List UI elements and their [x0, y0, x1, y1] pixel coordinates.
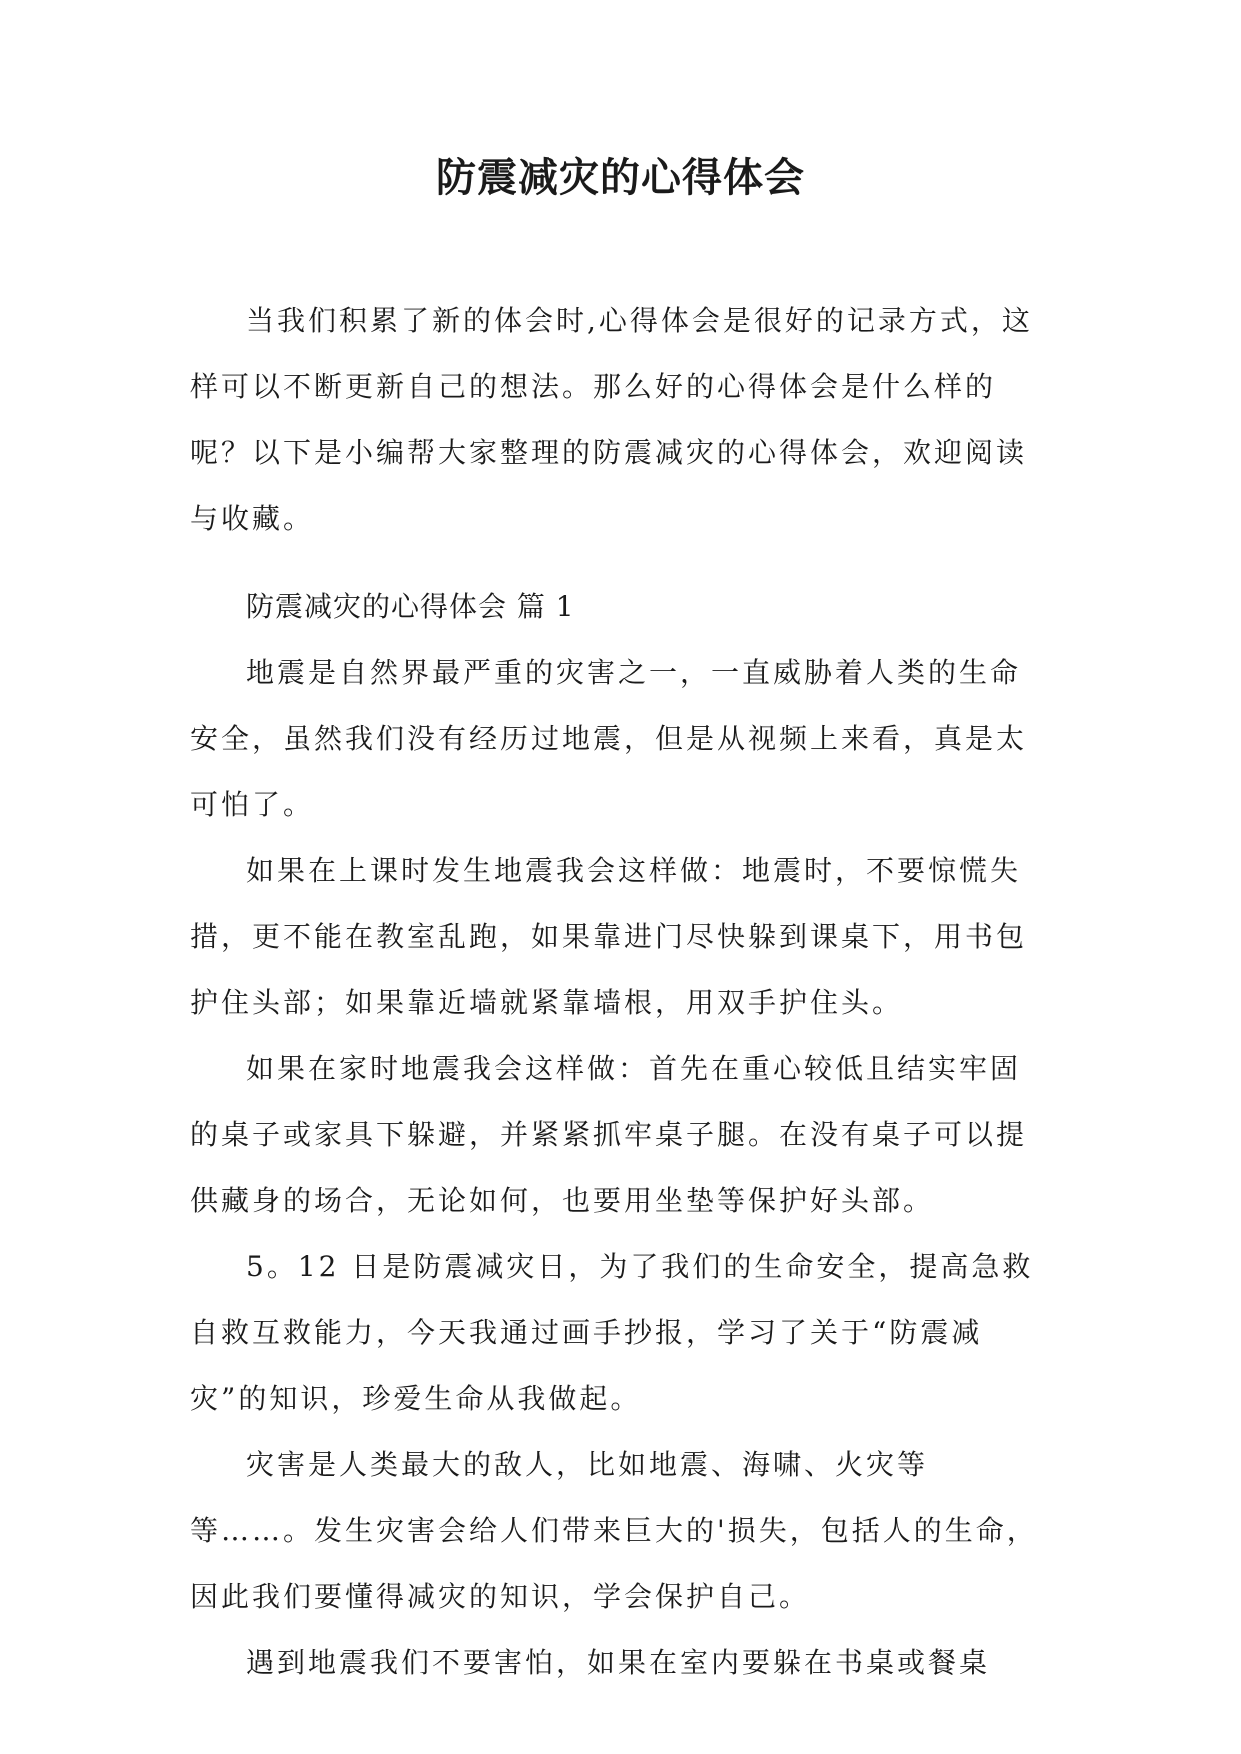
document-title: 防震减灾的心得体会: [436, 155, 805, 201]
section-heading: 防震减灾的心得体会 篇 1: [246, 590, 575, 623]
body-paragraph: 灾害是人类最大的敌人，比如地震、海啸、火灾等等……。发生灾害会给人们带来巨大的'损失，包括人的生命，因此我们要懂得减灾的知识，学会保护自己。: [190, 1448, 1038, 1613]
intro-block: [190, 288, 1050, 552]
section-block: [190, 574, 1050, 1696]
body-paragraph: 遇到地震我们不要害怕，如果在室内要躲在书桌或餐桌: [246, 1646, 991, 1679]
body-paragraph: 如果在家时地震我会这样做：首先在重心较低且结实牢固的桌子或家具下躲避，并紧紧抓牢桌子腿。在没有桌子可以提供藏身的场合，无论如何，也要用坐垫等保护好头部。: [190, 1052, 1028, 1217]
intro-paragraph: 当我们积累了新的体会时,心得体会是很好的记录方式，这样可以不断更新自己的想法。那么好的心得体会是什么样的呢？以下是小编帮大家整理的防震减灾的心得体会，欢迎阅读与收藏。: [190, 304, 1033, 535]
body-paragraph: 地震是自然界最严重的灾害之一，一直威胁着人类的生命安全，虽然我们没有经历过地震，但是从视频上来看，真是太可怕了。: [190, 656, 1028, 821]
body-paragraph: 5。12 日是防震减灾日，为了我们的生命安全，提高急救自救互救能力，今天我通过画手抄报，学习了关于“防震减灾”的知识，珍爱生命从我做起。: [190, 1250, 1034, 1415]
body-paragraph: 如果在上课时发生地震我会这样做：地震时，不要惊慌失措，更不能在教室乱跑，如果靠进门尽快躲到课桌下，用书包护住头部；如果靠近墙就紧靠墙根，用双手护住头。: [190, 854, 1028, 1019]
